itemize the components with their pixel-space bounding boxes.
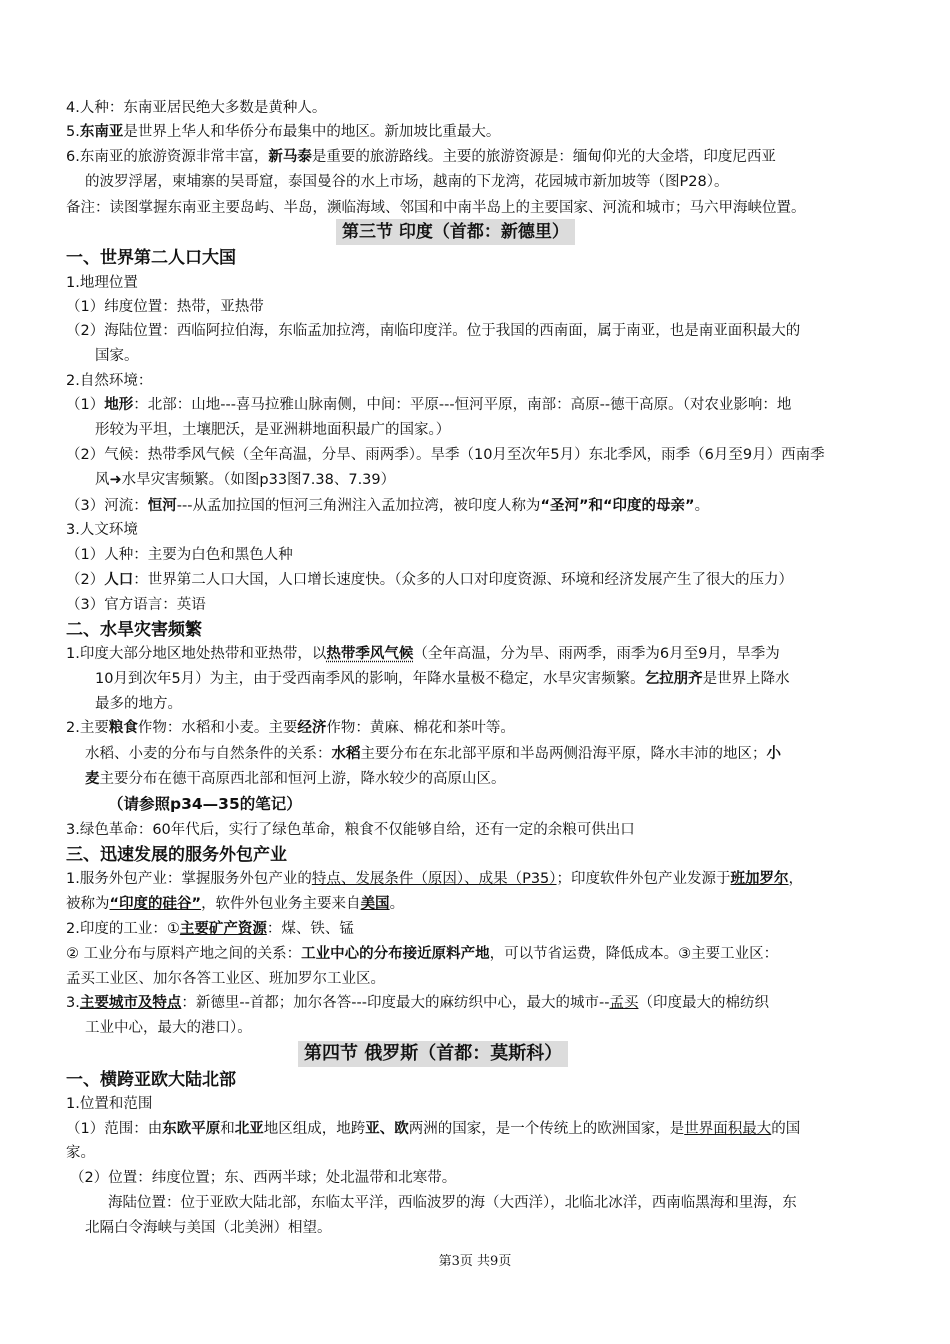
- section-title: 第四节 俄罗斯（首都：莫斯科）: [298, 1041, 568, 1067]
- section-title: 第三节 印度（首都：新德里）: [336, 219, 575, 245]
- heading: 一、横跨亚欧大陆北部: [66, 1070, 236, 1090]
- text-line: 2.主要粮食作物：水稻和小麦。主要经济作物：黄麻、棉花和茶叶等。: [66, 720, 515, 736]
- text-line: （1）范围：由东欧平原和北亚地区组成，地跨亚、欧两洲的国家，是一个传统上的欧洲国家，是世界面积最大的国: [66, 1121, 801, 1137]
- text-line: 海陆位置：位于亚欧大陆北部，东临太平洋，西临波罗的海（大西洋），北临北冰洋，西南临黑海和里海，东: [108, 1195, 797, 1211]
- text-line: 1.服务外包产业：掌握服务外包产业的特点、发展条件（原因）、成果（P35）；印度软件外包产业发源于班加罗尔，: [66, 871, 804, 887]
- heading: 三、迅速发展的服务外包产业: [66, 845, 287, 865]
- text-line: 3.人文环境: [66, 522, 138, 538]
- text-line: 3.绿色革命：60年代后，实行了绿色革命，粮食不仅能够自给，还有一定的余粮可供出口: [66, 822, 635, 838]
- text-line: （请参照p34—35的笔记）: [108, 795, 302, 813]
- text-line: （1）地形：北部：山地---喜马拉雅山脉南侧，中间：平原---恒河平原，南部：高原--德干高原。（对农业影响：地: [66, 397, 792, 413]
- text-line: 国家。: [95, 348, 139, 364]
- text-line: 5.东南亚是世界上华人和华侨分布最集中的地区。新加坡比重最大。: [66, 124, 501, 140]
- text-line: 被称为“印度的硅谷”，软件外包业务主要来自美国。: [66, 896, 405, 912]
- text-line: （3）河流：恒河---从孟加拉国的恒河三角洲注入孟加拉湾，被印度人称为“圣河”和“印度的母亲”。: [66, 498, 710, 514]
- text-line: 最多的地方。: [95, 696, 182, 712]
- text-line: 10月到次年5月）为主，由于受西南季风的影响，年降水量极不稳定，水旱灾害频繁。乞拉朋齐是世界上降水: [95, 671, 790, 687]
- text-line: ② 工业分布与原料产地之间的关系：工业中心的分布接近原料产地，可以节省运费，降低成本。③主要工业区：: [66, 946, 779, 962]
- text-line: （2）位置：纬度位置；东、西两半球；处北温带和北寒带。: [70, 1170, 457, 1186]
- text-line: 风➜水旱灾害频繁。（如图p33图7.38、7.39）: [95, 472, 396, 488]
- page-footer: 第3页 共9页: [438, 1254, 512, 1269]
- text-line: 水稻、小麦的分布与自然条件的关系：水稻主要分布在东北部平原和半岛两侧沿海平原，降水丰沛的地区；小: [85, 746, 781, 762]
- text-line: （2）气候：热带季风气候（全年高温，分旱、雨两季）。旱季（10月至次年5月）东北季风，雨季（6月至9月）西南季: [66, 447, 825, 463]
- text-line: 形较为平坦，土壤肥沃，是亚洲耕地面积最广的国家。）: [95, 422, 451, 438]
- text-line: 6.东南亚的旅游资源非常丰富，新马泰是重要的旅游路线。主要的旅游资源是：缅甸仰光的大金塔，印度尼西亚: [66, 149, 776, 165]
- heading: 一、世界第二人口大国: [66, 248, 236, 268]
- text-line: 工业中心，最大的港口）。: [85, 1020, 252, 1036]
- text-line: （1）人种：主要为白色和黑色人种: [66, 547, 293, 563]
- text-line: （2）人口：世界第二人口大国，人口增长速度快。（众多的人口对印度资源、环境和经济发展产生了很大的压力）: [66, 572, 793, 588]
- text-line: 备注：读图掌握东南亚主要岛屿、半岛，濒临海域、邻国和中南半岛上的主要国家、河流和城市；马六甲海峡位置。: [66, 200, 806, 216]
- text-line: 2.自然环境：: [66, 373, 153, 389]
- text-line: 1.地理位置: [66, 275, 138, 291]
- text-line: 北隔白令海峡与美国（北美洲）相望。: [85, 1220, 332, 1236]
- text-line: 家。: [66, 1145, 95, 1161]
- text-line: 3.主要城市及特点：新德里--首都；加尔各答---印度最大的麻纺织中心，最大的城市--孟买（印度最大的棉纺织: [66, 995, 769, 1011]
- text-line: 1.位置和范围: [66, 1096, 153, 1112]
- heading: 二、水旱灾害频繁: [66, 620, 202, 640]
- text-line: （2）海陆位置：西临阿拉伯海，东临孟加拉湾，南临印度洋。位于我国的西南面，属于南亚，也是南亚面积最大的: [66, 323, 801, 339]
- text-line: 4.人种：东南亚居民绝大多数是黄种人。: [66, 100, 327, 116]
- text-line: 的波罗浮屠，柬埔寨的吴哥窟，泰国曼谷的水上市场，越南的下龙湾，花园城市新加坡等（图P28）。: [85, 174, 729, 190]
- text-line: （1）纬度位置：热带，亚热带: [66, 299, 264, 315]
- text-line: 麦主要分布在德干高原西北部和恒河上游，降水较少的高原山区。: [85, 771, 506, 787]
- text-line: （3）官方语言：英语: [66, 597, 206, 613]
- text-line: 孟买工业区、加尔各答工业区、班加罗尔工业区。: [66, 971, 385, 987]
- text-line: 1.印度大部分地区地处热带和亚热带，以热带季风气候（全年高温，分为旱、雨两季，雨季为6月至9月，旱季为: [66, 646, 780, 662]
- text-line: 2.印度的工业：①主要矿产资源：煤、铁、锰: [66, 921, 354, 937]
